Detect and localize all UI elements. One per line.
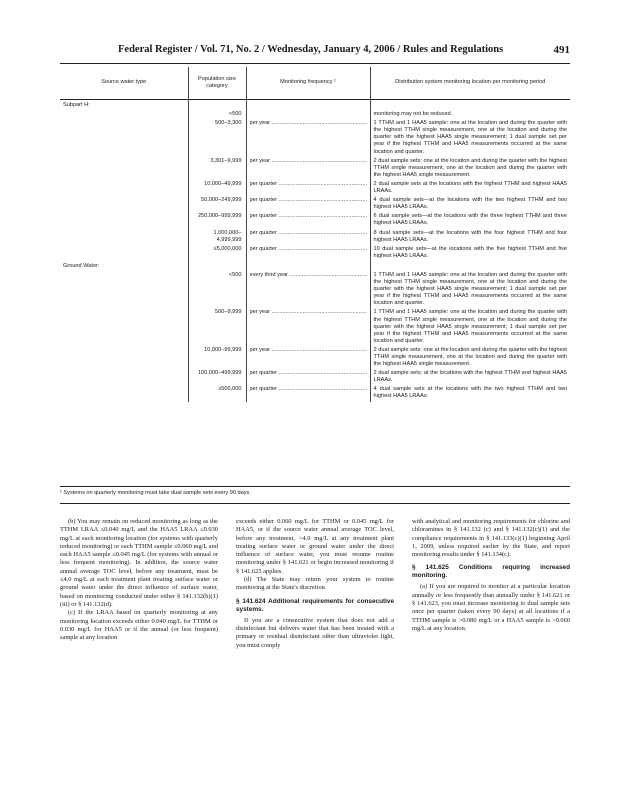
cell-monitoring-location (370, 100, 570, 111)
section-rule (60, 503, 570, 504)
paragraph: (b) You may remain on reduced monitoring as long as the TTHM LRAA ≤0.040 mg/L and the HAA5 LRAA ≤0.030 mg/L at each monitoring location (for systems with quarterly reduced monitoring) or each TTHM sample ≤0.060 mg/L and each HAA5 sample ≤0.045 mg/L (for systems with annual or less frequent monitoring). In addition, the source water annual average TOC level, before any treatment, must be ≤4.0 mg/L at each treatment plant treating surface water or ground water under the direct influence of surface water, based on monitoring conducted under either § 141.132(b)(1)(iii) or § 141.132(d). (60, 518, 218, 608)
cell-source-type (60, 119, 188, 156)
table-row (60, 212, 570, 228)
cell-monitoring-frequency (246, 119, 370, 156)
cell-source-type (60, 110, 188, 119)
table-row (60, 385, 570, 401)
cell-population-size: 250,000–999,999 (188, 212, 246, 228)
cell-population-size: <500 (188, 271, 246, 308)
header-rule (60, 63, 570, 64)
table-header-row (60, 67, 570, 100)
cell-source-type (60, 212, 188, 228)
column-3 (412, 518, 570, 633)
frequency-text: per year ..... (250, 120, 367, 127)
col-header-source: Source water type (60, 67, 188, 100)
frequency-text: per quarter ..... (250, 246, 367, 253)
cell-population-size: ≥500,000 (188, 385, 246, 401)
page-number: 491 (553, 44, 570, 56)
cell-monitoring-frequency (246, 229, 370, 245)
table-row (60, 157, 570, 180)
cell-monitoring-location (370, 261, 570, 271)
frequency-text: per year ..... (250, 309, 367, 316)
cell-monitoring-location: monitoring may not be reduced. (373, 111, 453, 118)
table-row (60, 271, 570, 308)
cell-monitoring-frequency (246, 308, 370, 345)
cell-source-type (60, 308, 188, 345)
table-row (60, 196, 570, 212)
cell-monitoring-location: 4 dual sample sets—at the locations with the two highest TTHM and two highest HAA5 LRAAs. (373, 197, 567, 211)
cell-source-type (60, 196, 188, 212)
cell-monitoring-location: 1 TTHM and 1 HAA5 sample: one at the location and during the quarter with the highest TTHM single measurement, one at the location and during the quarter with the highest HAA5 single measurement; 1 dual sample set per year if the highest TTHM and HAA5 measurements occurred at the same location and quarter. (373, 309, 567, 344)
cell-monitoring-location: 2 dual sample sets at the locations with the highest TTHM and highest HAA5 LRAAs. (373, 180, 567, 195)
paragraph: (c) If the LRAA based on quarterly monitoring at any monitoring location exceeds either 0.040 mg/L for TTHM or 0.030 mg/L for HAA5 or if the annual (or less frequent) sample at any location (60, 609, 218, 642)
cell-monitoring-frequency (246, 385, 370, 401)
body-text (60, 518, 570, 758)
paragraph: If you are a consecutive system that does not add a disinfectant but delivers water that has been treated with a primary or residual disinfectant other than ultraviolet light, you must comply (236, 616, 394, 649)
table-row (60, 346, 570, 369)
page-header (60, 44, 570, 60)
cell-monitoring-location: 2 dual sample sets: one at the location and during the quarter with the highest TTHM single measurement, one at the location and during the quarter with the highest HAA5 single measurement. (373, 157, 567, 178)
frequency-text: per quarter ..... (250, 386, 367, 393)
cell-monitoring-location: 4 dual sample sets at the locations with the two highest TTHM and two highest HAA5 LRAAs. (373, 386, 567, 400)
frequency-text: every third year ..... (250, 272, 367, 279)
cell-monitoring-location: 2 dual sample sets: one at the location and during the quarter with the highest TTHM single measurement, one at the location and during the quarter with the highest HAA5 single measurement. (373, 346, 567, 368)
cell-monitoring-frequency (246, 245, 370, 261)
footnote-rule (60, 486, 570, 487)
cell-monitoring-frequency (246, 271, 370, 308)
table-row (60, 180, 570, 196)
table-row (60, 369, 570, 385)
section-heading-141-624: § 141.624 Additional requirements for consecutive systems. (236, 597, 394, 613)
paragraph: exceeds either 0.060 mg/L for TTHM or 0.045 mg/L for HAA5, or if the source water annual average TOC level, before any treatment, >4.0 mg/L at any treatment plant treating surface water or ground water under the direct influence of surface water, you must resume routine monitoring under § 141.621 or begin increased monitoring if § 141.625 applies. (236, 518, 394, 575)
cell-monitoring-frequency (246, 261, 370, 271)
cell-source-type: Ground Water: (60, 261, 188, 271)
paragraph: (a) If you are required to monitor at a particular location annually or less frequently than annually under § 141.621 or § 141.623, you must increase monitoring to dual sample sets once per quarter (taken every 90 days) at all locations if a TTHM sample is >0.080 mg/L or a HAA5 sample is >0.060 mg/L at any location. (412, 583, 570, 632)
cell-monitoring-location: 2 dual sample sets; at the locations with the highest TTHM and highest HAA5 LRAAs. (373, 370, 567, 384)
cell-monitoring-frequency (246, 110, 370, 119)
table-row (60, 119, 570, 156)
col-header-population: Population size category (188, 67, 246, 100)
table-row (60, 308, 570, 345)
paragraph: with analytical and monitoring requirements for chlorine and chloramines in § 141.132 (c) and § 141.132(c)(1) and the compliance requirements in § 141.133(c)(1) beginning April 1, 2009, unless required earlier by the State, and report monitoring results under § 141.134(c). (412, 518, 570, 559)
cell-population-size (188, 261, 246, 271)
cell-source-type: Subpart H: (60, 100, 188, 111)
table-body (60, 100, 570, 402)
section-heading-141-625: § 141.625 Conditions requiring increased monitoring. (412, 564, 570, 580)
cell-source-type (60, 229, 188, 245)
cell-monitoring-location: 6 dual sample sets—at the locations with the three highest TTHM and three highest HAA5 LRAAs. (373, 213, 567, 227)
cell-population-size: 3,301–9,999 (188, 157, 246, 180)
table-footnote: ¹ Systems on quarterly monitoring must take dual sample sets every 90 days. (60, 490, 251, 496)
cell-monitoring-location: 1 TTHM and 1 HAA5 sample: one at the location and during the quarter with the highest TTHM single measurement, one at the location and during the quarter with the highest HAA5 single measurement; 1 dual sample set per year if the highest TTHM and HAA5 measurements occurred at the same location and quarter. (373, 271, 567, 307)
frequency-text: per quarter ..... (250, 197, 367, 204)
column-2 (236, 518, 394, 650)
cell-population-size: 500–9,999 (188, 308, 246, 345)
cell-population-size: ≥5,000,000 (188, 245, 246, 261)
table-section-row (60, 261, 570, 271)
col-header-frequency: Monitoring frequency ¹ (246, 67, 370, 100)
table-section-row (60, 100, 570, 111)
cell-source-type (60, 346, 188, 369)
col-header-location: Distribution system monitoring location per monitoring period (370, 67, 570, 100)
running-header-title: Federal Register / Vol. 71, No. 2 / Wednesday, January 4, 2006 / Rules and Regulations (118, 44, 504, 55)
cell-population-size: 10,000–99,999 (188, 346, 246, 369)
frequency-text: per quarter ..... (250, 230, 367, 237)
cell-population-size: 1,000,000–4,999,999 (188, 229, 246, 245)
cell-source-type (60, 271, 188, 308)
cell-source-type (60, 180, 188, 196)
cell-monitoring-frequency (246, 369, 370, 385)
frequency-text: per year ..... (250, 158, 367, 165)
cell-population-size: 100,000–499,999 (188, 369, 246, 385)
cell-source-type (60, 157, 188, 180)
column-1 (60, 518, 218, 642)
cell-monitoring-location: 1 TTHM and 1 HAA5 sample: one at the location and during the quarter with the highest TTHM single measurement, one at the location and during the quarter with the highest HAA5 single measurement; 1 dual sample set per year if the highest TTHM and HAA5 measurements occurred at the same location and quarter. (373, 120, 567, 155)
cell-monitoring-location: 8 dual sample sets—at the locations with the four highest TTHM and four highest HAA5 LRAAs. (373, 229, 567, 243)
cell-population-size (188, 100, 246, 111)
cell-population-size: 10,000–49,999 (188, 180, 246, 196)
cell-monitoring-frequency (246, 346, 370, 369)
monitoring-table (60, 67, 570, 402)
cell-monitoring-frequency (246, 157, 370, 180)
cell-source-type (60, 245, 188, 261)
table-row (60, 110, 570, 119)
frequency-text: per year ..... (250, 347, 367, 354)
cell-population-size: 50,000–249,999 (188, 196, 246, 212)
paragraph: (d) The State may return your system to routine monitoring at the State's discretion. (236, 576, 394, 592)
cell-monitoring-location: 10 dual sample sets—at the locations with the five highest TTHM and five highest HAA5 LRAAs. (373, 245, 567, 259)
frequency-text: per quarter ..... (250, 213, 367, 220)
cell-monitoring-frequency (246, 212, 370, 228)
cell-monitoring-frequency (246, 100, 370, 111)
cell-population-size: 500–3,300 (188, 119, 246, 156)
table-row (60, 229, 570, 245)
cell-monitoring-frequency (246, 196, 370, 212)
cell-population-size: <500 (188, 110, 246, 119)
cell-monitoring-frequency (246, 180, 370, 196)
cell-source-type (60, 385, 188, 401)
frequency-text: per quarter ..... (250, 181, 367, 188)
table-row (60, 245, 570, 261)
frequency-text: per quarter ..... (250, 370, 367, 377)
cell-source-type (60, 369, 188, 385)
